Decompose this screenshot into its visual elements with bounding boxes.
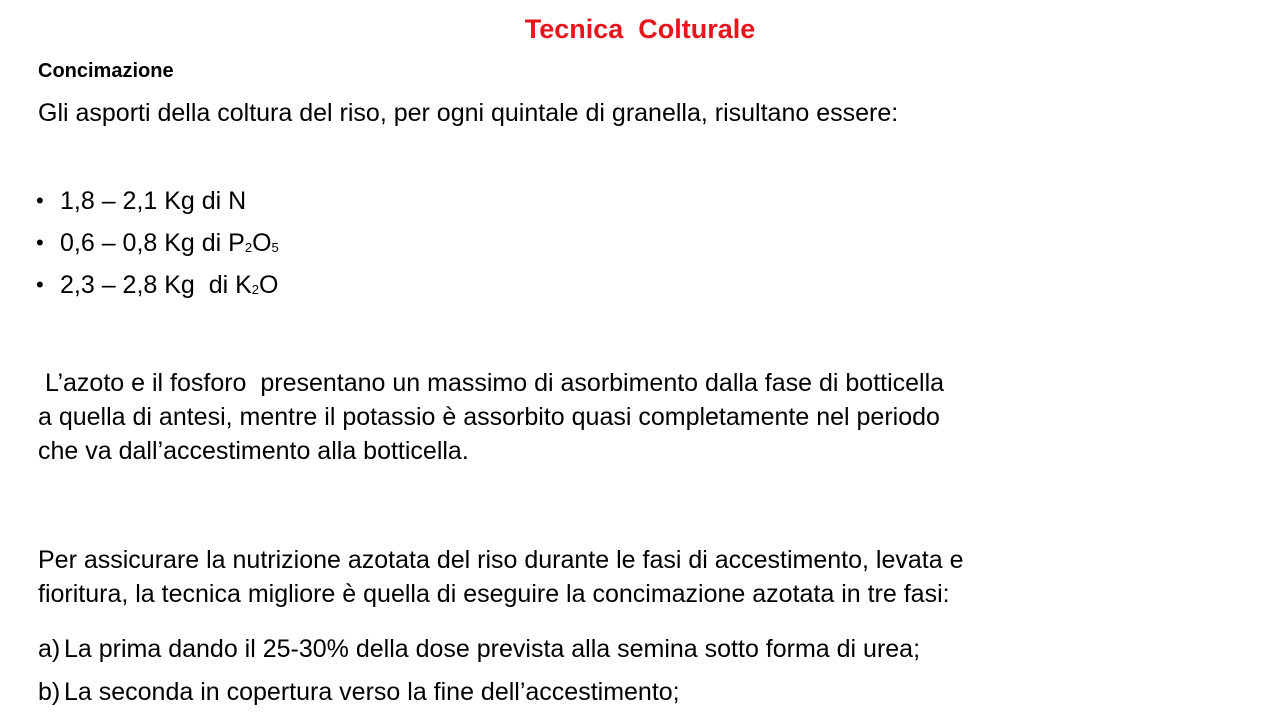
paragraph-line: a quella di antesi, mentre il potassio è assorbito quasi completamente nel periodo — [38, 403, 940, 431]
enumerated-item — [38, 675, 1268, 709]
list-item-text: 1,8 – 2,1 Kg di N — [60, 187, 247, 215]
enumerated-text: La prima dando il 25-30% della dose prevista alla semina sotto forma di urea; — [64, 635, 921, 663]
list-item — [0, 227, 700, 269]
bullet-icon: • — [36, 188, 44, 213]
nutrient-list — [0, 185, 700, 311]
paragraph-line: che va dall’accestimento alla botticella. — [38, 437, 469, 465]
nutrition-paragraph — [38, 543, 1268, 611]
intro-text: Gli asporti della coltura del riso, per ogni quintale di granella, risultano essere: — [38, 99, 899, 127]
enumerated-item — [38, 632, 1268, 666]
section-heading: Concimazione — [38, 60, 174, 82]
bullet-icon: • — [36, 230, 44, 255]
bullet-icon: • — [36, 272, 44, 297]
slide-title: Tecnica Colturale — [524, 14, 756, 44]
paragraph-line: fioritura, la tecnica migliore è quella di eseguire la concimazione azotata in tre fasi: — [38, 580, 950, 608]
absorption-paragraph — [38, 366, 1268, 468]
enumerated-marker: b) — [38, 678, 61, 706]
list-item-text: 0,6 – 0,8 Kg di $P_2O_5$ — [60, 229, 279, 257]
paragraph-line: Per assicurare la nutrizione azotata del riso durante le fasi di accestimento, levata e — [38, 546, 964, 574]
list-item — [0, 269, 700, 311]
list-item — [0, 185, 700, 227]
enumerated-text: La seconda in copertura verso la fine dell’accestimento; — [64, 678, 680, 706]
enumerated-marker: a) — [38, 635, 61, 663]
list-item-text: 2,3 – 2,8 Kg di $K_2O$ — [60, 271, 279, 299]
paragraph-line: L’azoto e il fosforo presentano un massimo di asorbimento dalla fase di botticella — [38, 369, 945, 397]
